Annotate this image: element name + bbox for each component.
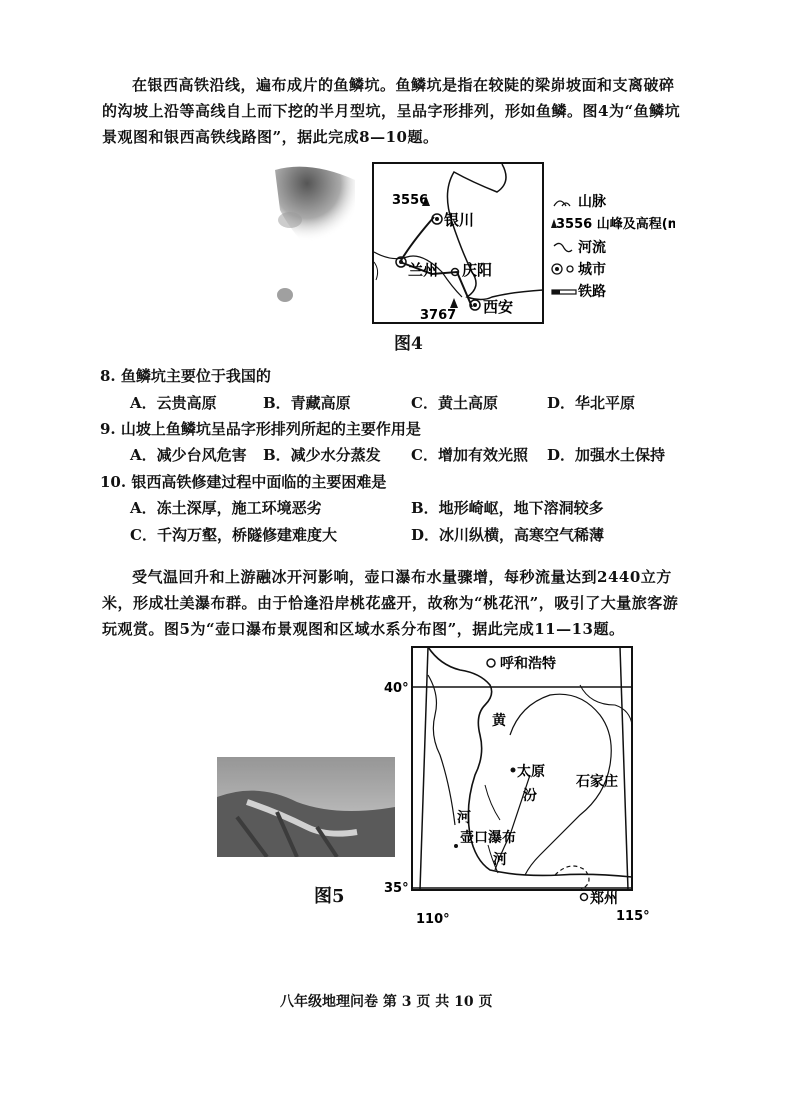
q10-option-a: A．冻土深厚，施工环境恶劣 [130, 499, 322, 517]
mountain-icon [554, 201, 570, 206]
fig5-caption: 图5 [314, 886, 345, 907]
q9-option-a: A．减少台风危害 [130, 446, 247, 464]
question-9 [100, 418, 421, 439]
fig5-river-system-map [380, 645, 655, 934]
fish-scale-pit-photo [270, 160, 360, 310]
q10-option-d: D．冰川纵横，高寒空气稀薄 [411, 526, 605, 544]
city-shijiazhuang: 石家庄 [576, 774, 618, 790]
peak-elevation-1: 3556 [392, 193, 429, 208]
page-footer: 八年级地理问卷 第 3 页 共 10 页 [280, 994, 493, 1010]
q8-option-d: D．华北平原 [547, 394, 636, 412]
q9-option-b: B．减少水分蒸发 [263, 446, 381, 464]
q10-option-b: B．地形崎岖，地下溶洞较多 [411, 499, 604, 517]
legend-river: 河流 [578, 240, 606, 256]
river-label-he-2: 河 [493, 852, 507, 868]
hukou-waterfall-photo [217, 757, 395, 857]
legend-city: 城市 [578, 262, 606, 278]
question-10 [100, 471, 386, 492]
river-icon [554, 243, 572, 251]
city-lanzhou: 兰州 [408, 261, 439, 279]
city-hohhot: 呼和浩特 [500, 656, 556, 672]
river-label-huang: 黄 [492, 713, 506, 729]
intro-paragraph-2: 受气温回升和上游融冰开河影响，壶口瀑布水量骤增，每秒流量达到2440立方米，形成壮美瀑布群。由于恰逢沿岸桃花盛开，故称为“桃花汛”，吸引了大量旅客游玩观赏。图5为“壶口瀑布景观图和区域水系分布图”，据此完成11—13题。 [102, 568, 679, 638]
river-label-fen: 汾 [523, 788, 537, 804]
city-zhengzhou: 郑州 [590, 891, 618, 907]
river-label-he-1: 河 [457, 810, 471, 826]
lon-115: 115° [616, 909, 650, 924]
question-number: 9. [100, 420, 116, 438]
q9-option-d: D．加强水土保持 [547, 446, 666, 464]
fig4-caption: 图4 [394, 334, 423, 354]
fig4-legend [550, 188, 675, 307]
lon-110: 110° [416, 912, 450, 927]
city-taiyuan: 太原 [517, 764, 545, 780]
lat-35: 35° [384, 881, 409, 896]
question-number: 8. [100, 367, 116, 385]
city-xian: 西安 [483, 298, 514, 316]
lat-40: 40° [384, 681, 409, 696]
question-stem: 银西高铁修建过程中面临的主要困难是 [131, 473, 387, 491]
peak-elevation-2: 3767 [420, 308, 457, 323]
q9-option-c: C．增加有效光照 [411, 446, 528, 464]
city-yinchuan: 银川 [444, 211, 475, 229]
legend-mountain: 山脉 [578, 194, 606, 210]
q10-option-c: C．千沟万壑，桥隧修建难度大 [130, 526, 337, 544]
question-stem: 鱼鳞坑主要位于我国的 [120, 367, 271, 385]
question-8 [100, 365, 271, 386]
city-qingyang: 庆阳 [462, 261, 493, 279]
fig4-route-map [372, 162, 544, 328]
question-number: 10. [100, 473, 127, 491]
intro-paragraph-1: 在银西高铁沿线，遍布成片的鱼鳞坑。鱼鳞坑是指在较陡的梁峁坡面和支离破碎的沟坡上沿等高线自上而下挖的半月型坑，呈品字形排列，形如鱼鳞。图4为“鱼鳞坑景观图和银西高铁线路图”，据此完成8—10题。 [102, 76, 681, 146]
question-stem: 山坡上鱼鳞坑呈品字形排列所起的主要作用是 [120, 420, 421, 438]
hukou-waterfall-label: 壶口瀑布 [460, 830, 516, 846]
q8-option-a: A．云贵高原 [130, 394, 217, 412]
q8-option-b: B．青藏高原 [263, 394, 351, 412]
legend-railway: 铁路 [578, 284, 606, 300]
legend-peak: 3556 山峰及高程(m) [556, 217, 675, 232]
q8-option-c: C．黄土高原 [411, 394, 498, 412]
